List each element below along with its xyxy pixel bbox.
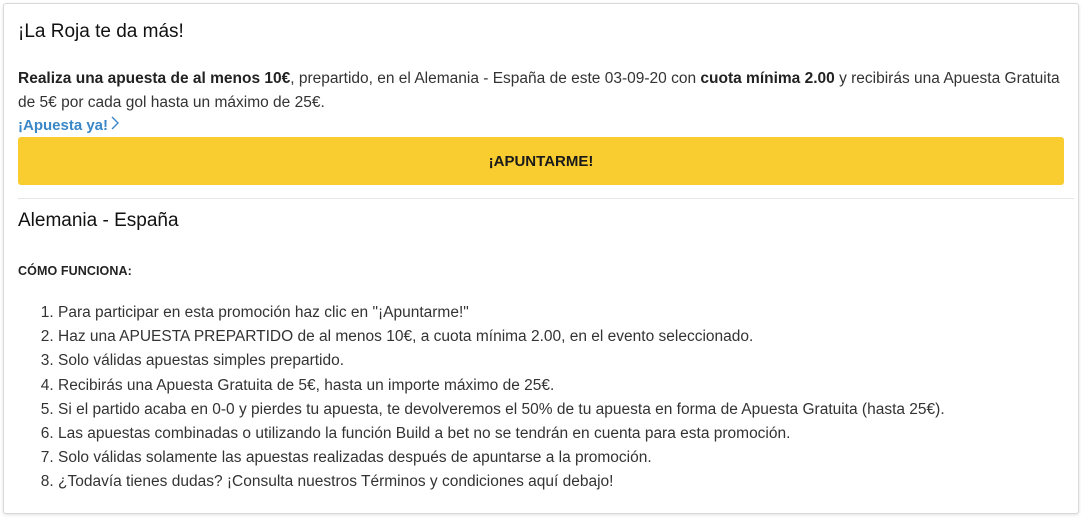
how-it-works-heading: CÓMO FUNCIONA: <box>18 264 132 278</box>
bet-now-link-label: ¡Apuesta ya! <box>18 116 109 134</box>
promo-desc-text: , prepartido, en el Alemania - España de este 03-09-20 con <box>290 70 701 87</box>
rule-item: 1. Para participar en esta promoción haz clic en "¡Apuntarme!" <box>58 301 945 325</box>
rule-item: 7. Solo válidas solamente las apuestas realizadas después de apuntarse a la promoción. <box>58 446 945 470</box>
match-title: Alemania - España <box>18 210 179 231</box>
promo-description <box>18 67 1068 115</box>
rule-item: 3. Solo válidas apuestas simples prepartido. <box>58 349 945 373</box>
rule-item: 2. Haz una APUESTA PREPARTIDO de al menos 10€, a cuota mínima 2.00, en el evento seleccionado. <box>58 325 945 349</box>
promo-desc-reward: y recibirás una Apuesta Gratuita de 5€ por cada gol hasta un máximo de 25€. <box>18 70 1060 111</box>
rule-item: 5. Si el partido acaba en 0-0 y pierdes tu apuesta, te devolveremos el 50% de tu apuesta en forma de Apuesta Gratuita (hasta 25€). <box>58 398 945 422</box>
promo-desc-min-bet: Realiza una apuesta de al menos 10€ <box>18 70 291 87</box>
rule-item: 8. ¿Todavía tienes dudas? ¡Consulta nuestros Términos y condiciones aquí debajo! <box>58 470 945 494</box>
rules-list <box>18 301 945 495</box>
promo-title: ¡La Roja te da más! <box>18 21 184 42</box>
rule-item: 6. Las apuestas combinadas o utilizando la función Build a bet no se tendrán en cuenta para esta promoción. <box>58 422 945 446</box>
promo-desc-min-odds: cuota mínima 2.00 <box>700 70 835 87</box>
bet-now-link[interactable] <box>18 116 119 134</box>
rule-item: 4. Recibirás una Apuesta Gratuita de 5€, hasta un importe máximo de 25€. <box>58 374 945 398</box>
promotion-card <box>3 3 1079 514</box>
chevron-right-icon <box>111 116 119 134</box>
section-divider <box>18 198 1074 199</box>
signup-button[interactable]: ¡APUNTARME! <box>18 137 1064 185</box>
